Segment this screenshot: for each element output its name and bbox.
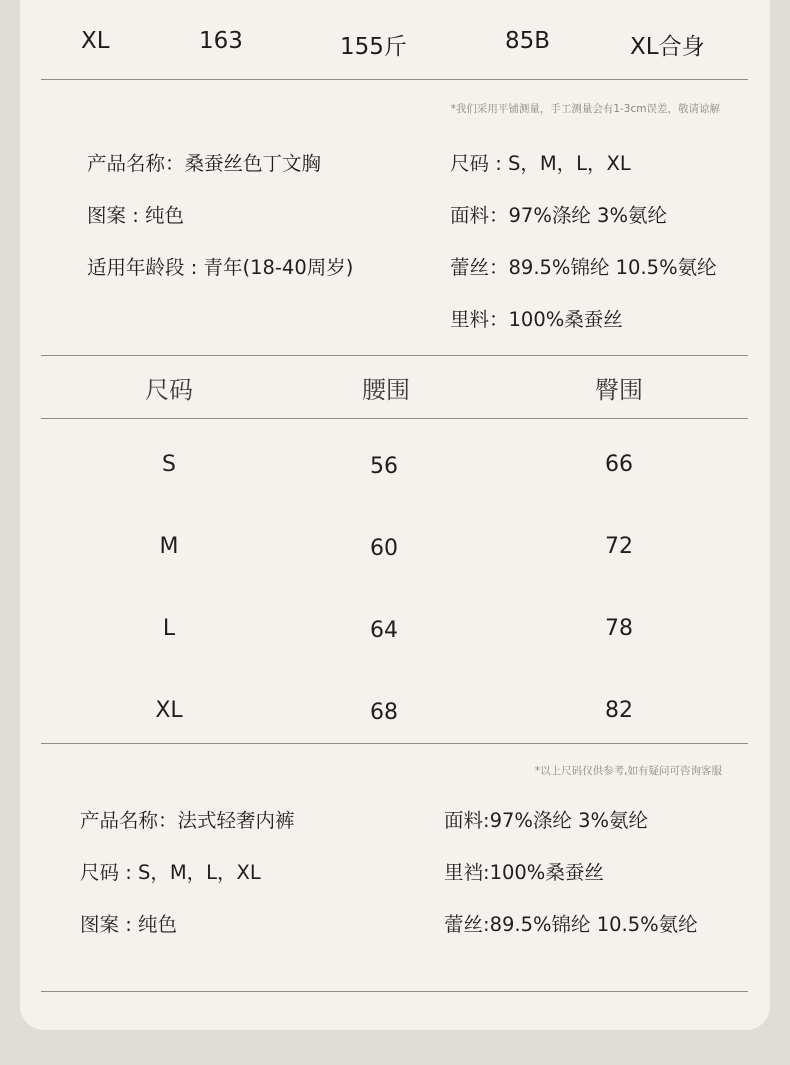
bra-age: 适用年龄段 : 青年(18-40周岁) [87, 256, 354, 279]
row-waist: 68 [370, 700, 398, 725]
bra-fabric: 面料：97%涤纶 3%氨纶 [450, 204, 667, 227]
top-height: 163 [199, 28, 243, 54]
bra-lining: 里料：100%桑蚕丝 [450, 308, 623, 331]
panty-sizes: 尺码 : S，M，L，XL [80, 861, 261, 884]
row-size: M [159, 534, 179, 559]
divider [41, 355, 748, 356]
top-size: XL [81, 28, 110, 54]
row-size: XL [155, 698, 183, 723]
top-weight: 155斤 [340, 34, 407, 60]
panty-pattern: 图案 : 纯色 [80, 913, 177, 936]
table-header-size: 尺码 [145, 376, 193, 404]
row-waist: 64 [370, 618, 398, 643]
panty-lace: 蕾丝:89.5%锦纶 10.5%氨纶 [444, 913, 698, 936]
row-hip: 66 [605, 452, 633, 477]
divider [41, 79, 748, 80]
measurement-note: *我们采用平铺测量，手工测量会有1-3cm误差，敬请谅解 [450, 103, 720, 115]
row-size: L [162, 616, 176, 641]
bra-product-name: 产品名称：桑蚕丝色丁文胸 [87, 152, 322, 175]
table-header-waist: 腰围 [362, 376, 410, 404]
row-hip: 82 [605, 698, 633, 723]
row-hip: 72 [605, 534, 633, 559]
row-waist: 56 [370, 454, 398, 479]
divider [41, 991, 748, 992]
bra-lace: 蕾丝：89.5%锦纶 10.5%氨纶 [450, 256, 717, 279]
row-hip: 78 [605, 616, 633, 641]
top-fit: XL合身 [630, 34, 705, 60]
table-header-hip: 臀围 [595, 376, 643, 404]
row-waist: 60 [370, 536, 398, 561]
divider [41, 743, 748, 744]
panty-product-name: 产品名称：法式轻奢内裤 [80, 809, 295, 832]
panty-fabric: 面料:97%涤纶 3%氨纶 [444, 809, 649, 832]
bra-pattern: 图案 : 纯色 [87, 204, 184, 227]
size-reference-note: *以上尺码仅供参考,如有疑问可咨询客服 [534, 765, 722, 777]
row-size: S [162, 452, 176, 477]
bra-sizes: 尺码 : S，M，L，XL [450, 152, 631, 175]
panty-crotch: 里裆:100%桑蚕丝 [444, 861, 604, 884]
top-bust: 85B [505, 28, 551, 54]
divider [41, 418, 748, 419]
